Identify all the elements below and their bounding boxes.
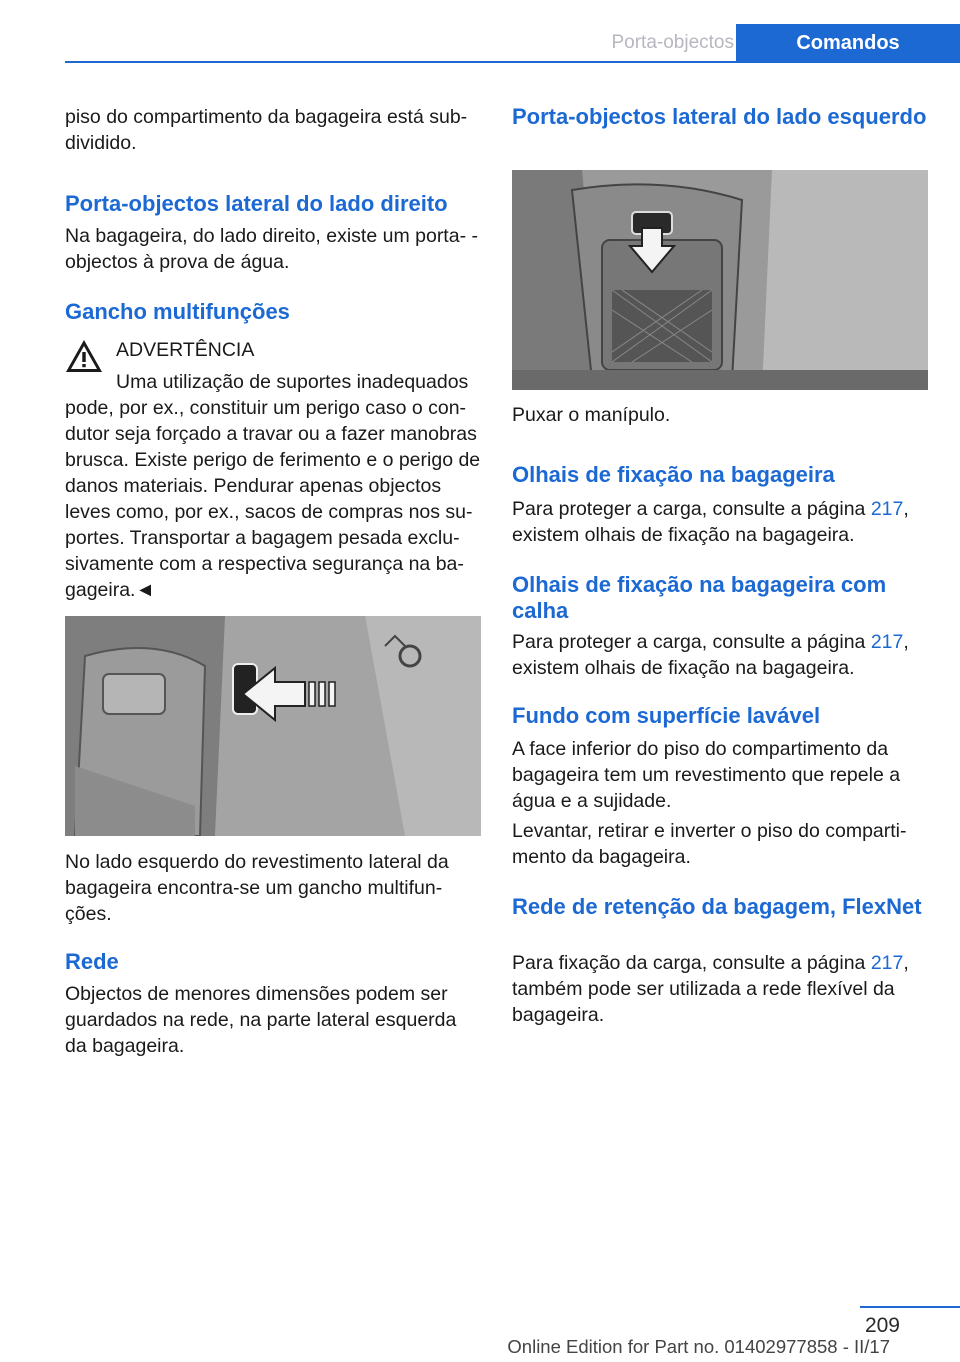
paragraph-washable-floor-2: Levantar, retirar e inverter o piso do comparti‐ mento da bagageira. [512,820,907,868]
page-ref-link[interactable]: 217 [870,952,904,974]
warning-text: Uma utilização de suportes inadequados pode, por ex., constituir um perigo caso o con‐ dutor seja forçado a travar ou a fazer manobras brusca. Existe perigo de ferimento e o perigo de danos materiais. Pendurar apenas objectos leves como, por ex., sacos de compras nos su‐ portes. Transportar a bagagem pesada exclu‐ sivamente com a respectiva segurança na ba‐ gageira.◄ [65,371,481,601]
caption-multifunction-hook: No lado esquerdo do revestimento lateral da bagageira encontra-se um gancho multifun‐ ções. [65,851,449,925]
heading-lashing-eyes-rail: Olhais de fixação na bagageira com calha [512,572,887,623]
paragraph-net: Objectos de menores dimensões podem ser guardados na rede, na parte lateral esquerda da bagageira. [65,983,457,1057]
chapter-tab: Comandos [736,24,960,62]
page-header [0,0,960,62]
edition-line: Online Edition for Part no. 01402977858 - II/17 [507,1336,890,1357]
figure-left-side-storage [512,170,928,390]
footer-rule [860,1306,960,1308]
heading-right-side-storage: Porta-objectos lateral do lado direito [65,191,448,216]
header-rule [65,61,960,63]
section-title: Porta-objectos [611,32,734,53]
page-ref-link[interactable]: 217 [870,631,904,653]
page-ref-link[interactable]: 217 [870,498,904,520]
heading-left-side-storage: Porta-objectos lateral do lado esquerdo [512,104,927,129]
continued-paragraph: piso do compartimento da bagageira está sub‐ dividido. [65,106,468,154]
heading-lashing-eyes: Olhais de fixação na bagageira [512,462,835,487]
heading-washable-floor: Fundo com superfície lavável [512,703,821,728]
paragraph-right-side-storage: Na bagageira, do lado direito, existe um porta- -objectos à prova de água. [65,225,478,273]
figure-multifunction-hook [65,616,481,836]
warning-icon [65,339,103,373]
paragraph-flexnet: Para fixação da carga, consulte a página 217, também pode ser utilizada a rede flexível da bagageira. [512,952,909,1026]
paragraph-lashing-eyes: Para proteger a carga, consulte a página 217, existem olhais de fixação na bagageira. [512,498,909,546]
paragraph-lashing-eyes-rail: Para proteger a carga, consulte a página 217, existem olhais de fixação na bagageira. [512,631,909,679]
warning-title: ADVERTÊNCIA [116,339,255,361]
paragraph-washable-floor-1: A face inferior do piso do compartimento da bagageira tem um revestimento que repele a água e a sujidade. [512,738,901,812]
page-number: 209 [864,1314,900,1337]
heading-net: Rede [65,949,119,974]
heading-flexnet: Rede de retenção da bagagem, FlexNet [512,894,922,919]
caption-pull-handle: Puxar o manípulo. [512,404,671,426]
heading-multifunction-hook: Gancho multifunções [65,299,290,324]
